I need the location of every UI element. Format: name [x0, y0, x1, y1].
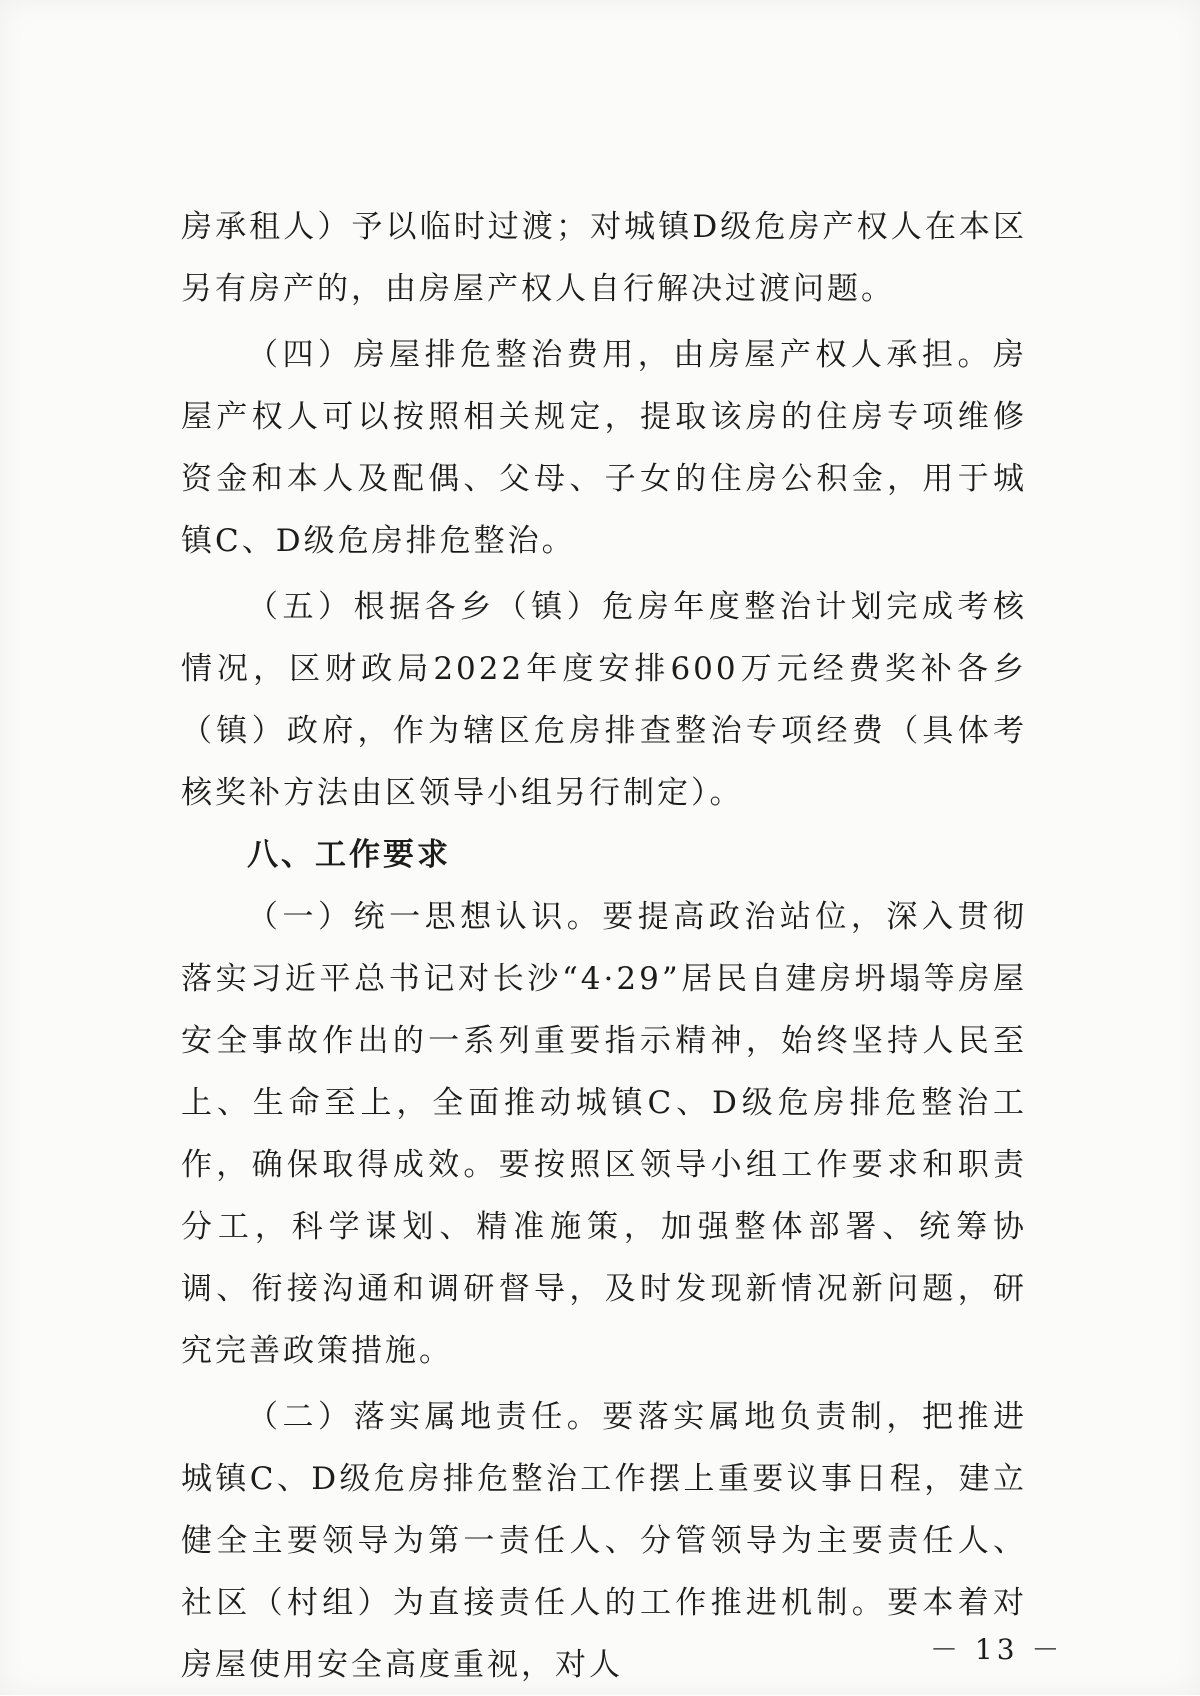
paragraph-funding: （五）根据各乡（镇）危房年度整治计划完成考核情况，区财政局2022年度安排600万元经费奖补各乡（镇）政府，作为辖区危房排查整治专项经费（具体考核奖补方法由区领导小组另行制定）。: [181, 589, 1027, 811]
paragraph-requirement-2: （二）落实属地责任。要落实属地负责制，把推进城镇C、D级危房排危整治工作摆上重要议事日程，建立健全主要领导为第一责任人、分管领导为主要责任人、社区（村组）为直接责任人的工作推进机制。要本着对房屋使用安全高度重视，对人: [181, 1399, 1027, 1683]
document-body: [181, 196, 1027, 1696]
page-number: － 13 －: [930, 1633, 1064, 1666]
section-heading: 八、工作要求: [247, 837, 451, 873]
paragraph-requirement-1: （一）统一思想认识。要提高政治站位，深入贯彻落实习近平总书记对长沙“4·29”居民自建房坍塌等房屋安全事故作出的一系列重要指示精神，始终坚持人民至上、生命至上，全面推动城镇C、D级危房排危整治工作，确保取得成效。要按照区领导小组工作要求和职责分工，科学谋划、精准施策，加强整体部署、统筹协调、衔接沟通和调研督导，及时发现新情况新问题，研究完善政策措施。: [181, 899, 1027, 1369]
paragraph-cost: （四）房屋排危整治费用，由房屋产权人承担。房屋产权人可以按照相关规定，提取该房的住房专项维修资金和本人及配偶、父母、子女的住房公积金，用于城镇C、D级危房排危整治。: [181, 337, 1027, 559]
paragraph-transition: 房承租人）予以临时过渡；对城镇D级危房产权人在本区另有房产的，由房屋产权人自行解决过渡问题。: [181, 209, 1027, 307]
